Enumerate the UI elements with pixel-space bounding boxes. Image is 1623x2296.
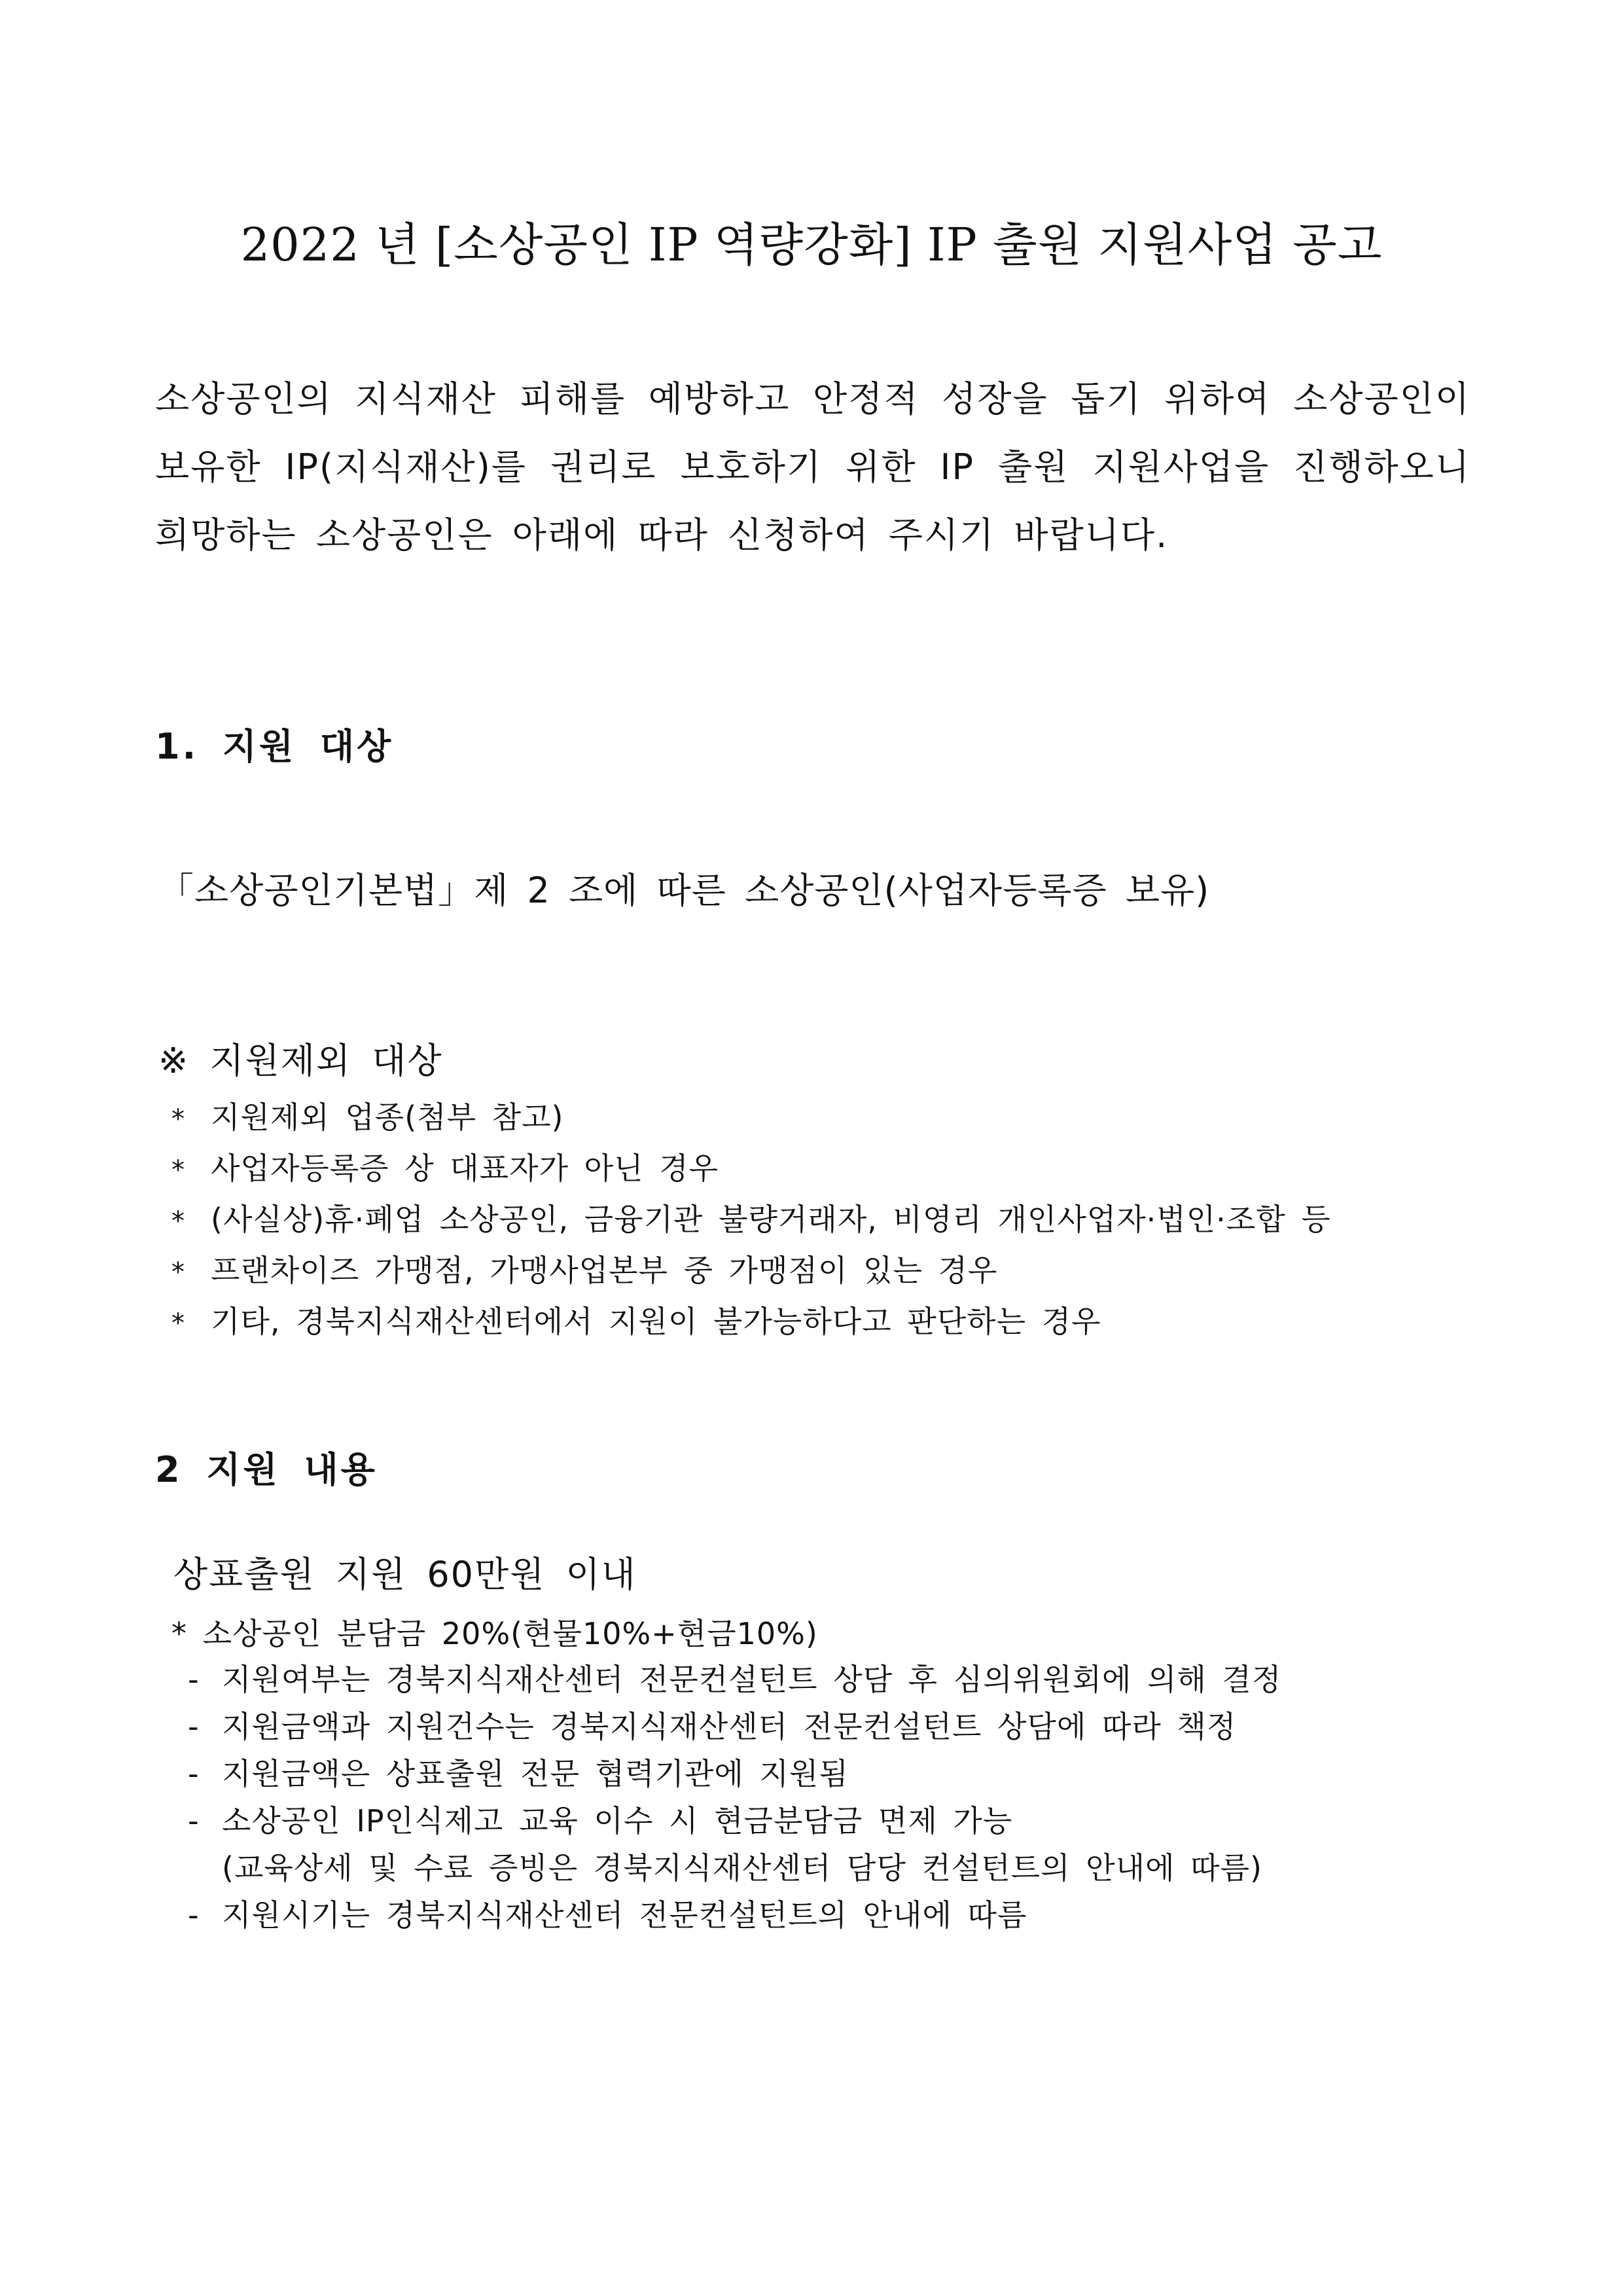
list-item-text: 프랜차이즈 가맹점, 가맹사업본부 중 가맹점이 있는 경우 — [211, 1253, 998, 1288]
bullet-icon: * — [171, 1206, 185, 1236]
list-item — [171, 1297, 1331, 1348]
support-share: * 소상공인 분담금 20%(현물10%+현금10%) — [171, 1616, 818, 1651]
list-item — [188, 1703, 1281, 1750]
support-title: 상표출원 지원 60만원 이내 — [173, 1554, 637, 1595]
list-item — [171, 1246, 1331, 1297]
list-item — [188, 1750, 1281, 1797]
dash-icon: - — [188, 1662, 200, 1697]
list-item-text: 지원제외 업종(첨부 참고) — [211, 1100, 564, 1135]
list-item-text: 기타, 경북지식재산센터에서 지원이 불가능하다고 판단하는 경우 — [211, 1304, 1101, 1339]
dash-icon: - — [188, 1756, 200, 1791]
list-item — [188, 1656, 1281, 1703]
list-item-text: 지원금액은 상표출원 전문 협력기관에 지원됨 — [222, 1756, 849, 1791]
list-item-text: (사실상)휴·폐업 소상공인, 금융기관 불량거래자, 비영리 개인사업자·법인·조합 등 — [211, 1202, 1331, 1237]
list-item-text: 소상공인 IP인식제고 교육 이수 시 현금분담금 면제 가능 — [222, 1803, 1013, 1839]
list-item — [171, 1144, 1331, 1195]
list-item-text: 지원여부는 경북지식재산센터 전문컨설턴트 상담 후 심의위원회에 의해 결정 — [222, 1662, 1282, 1697]
list-item — [171, 1195, 1331, 1246]
support-detail-list — [188, 1656, 1281, 1939]
intro-paragraph: 소상공인의 지식재산 피해를 예방하고 안정적 성장을 돕기 위하여 소상공인이 보유한 IP(지식재산)를 권리로 보호하기 위한 IP 출원 지원사업을 진행하오니 희망하는 소상공인은 아래에 따라 신청하여 주시기 바랍니다. — [155, 378, 1471, 556]
bullet-icon: * — [171, 1104, 185, 1134]
eligibility-target: 「소상공인기본법」제 2 조에 따른 소상공인(사업자등록증 보유) — [158, 870, 1210, 911]
list-item — [171, 1093, 1331, 1144]
exclusion-title: ※ 지원제외 대상 — [158, 1040, 443, 1081]
bullet-icon: * — [171, 1308, 185, 1338]
bullet-icon: * — [171, 1257, 185, 1287]
exclusion-list — [171, 1093, 1331, 1348]
document-title: 2022 년 [소상공인 IP 역량강화] IP 출원 지원사업 공고 — [240, 218, 1383, 272]
list-item-note: (교육상세 및 수료 증빙은 경북지식재산센터 담당 컨설턴트의 안내에 따름) — [222, 1850, 1262, 1886]
section-heading-eligibility: 1. 지원 대상 — [155, 726, 394, 767]
dash-icon: - — [188, 1897, 200, 1933]
list-item-text: 사업자등록증 상 대표자가 아닌 경우 — [211, 1151, 719, 1186]
section-heading-support: 2 지원 내용 — [155, 1449, 378, 1490]
list-item — [188, 1892, 1281, 1939]
list-item-text: 지원금액과 지원건수는 경북지식재산센터 전문컨설턴트 상담에 따라 책정 — [222, 1709, 1237, 1744]
list-item — [188, 1797, 1281, 1844]
list-item-text: 지원시기는 경북지식재산센터 전문컨설턴트의 안내에 따름 — [222, 1897, 1027, 1933]
dash-icon: - — [188, 1803, 200, 1839]
dash-icon: - — [188, 1709, 200, 1744]
bullet-icon: * — [171, 1155, 185, 1185]
